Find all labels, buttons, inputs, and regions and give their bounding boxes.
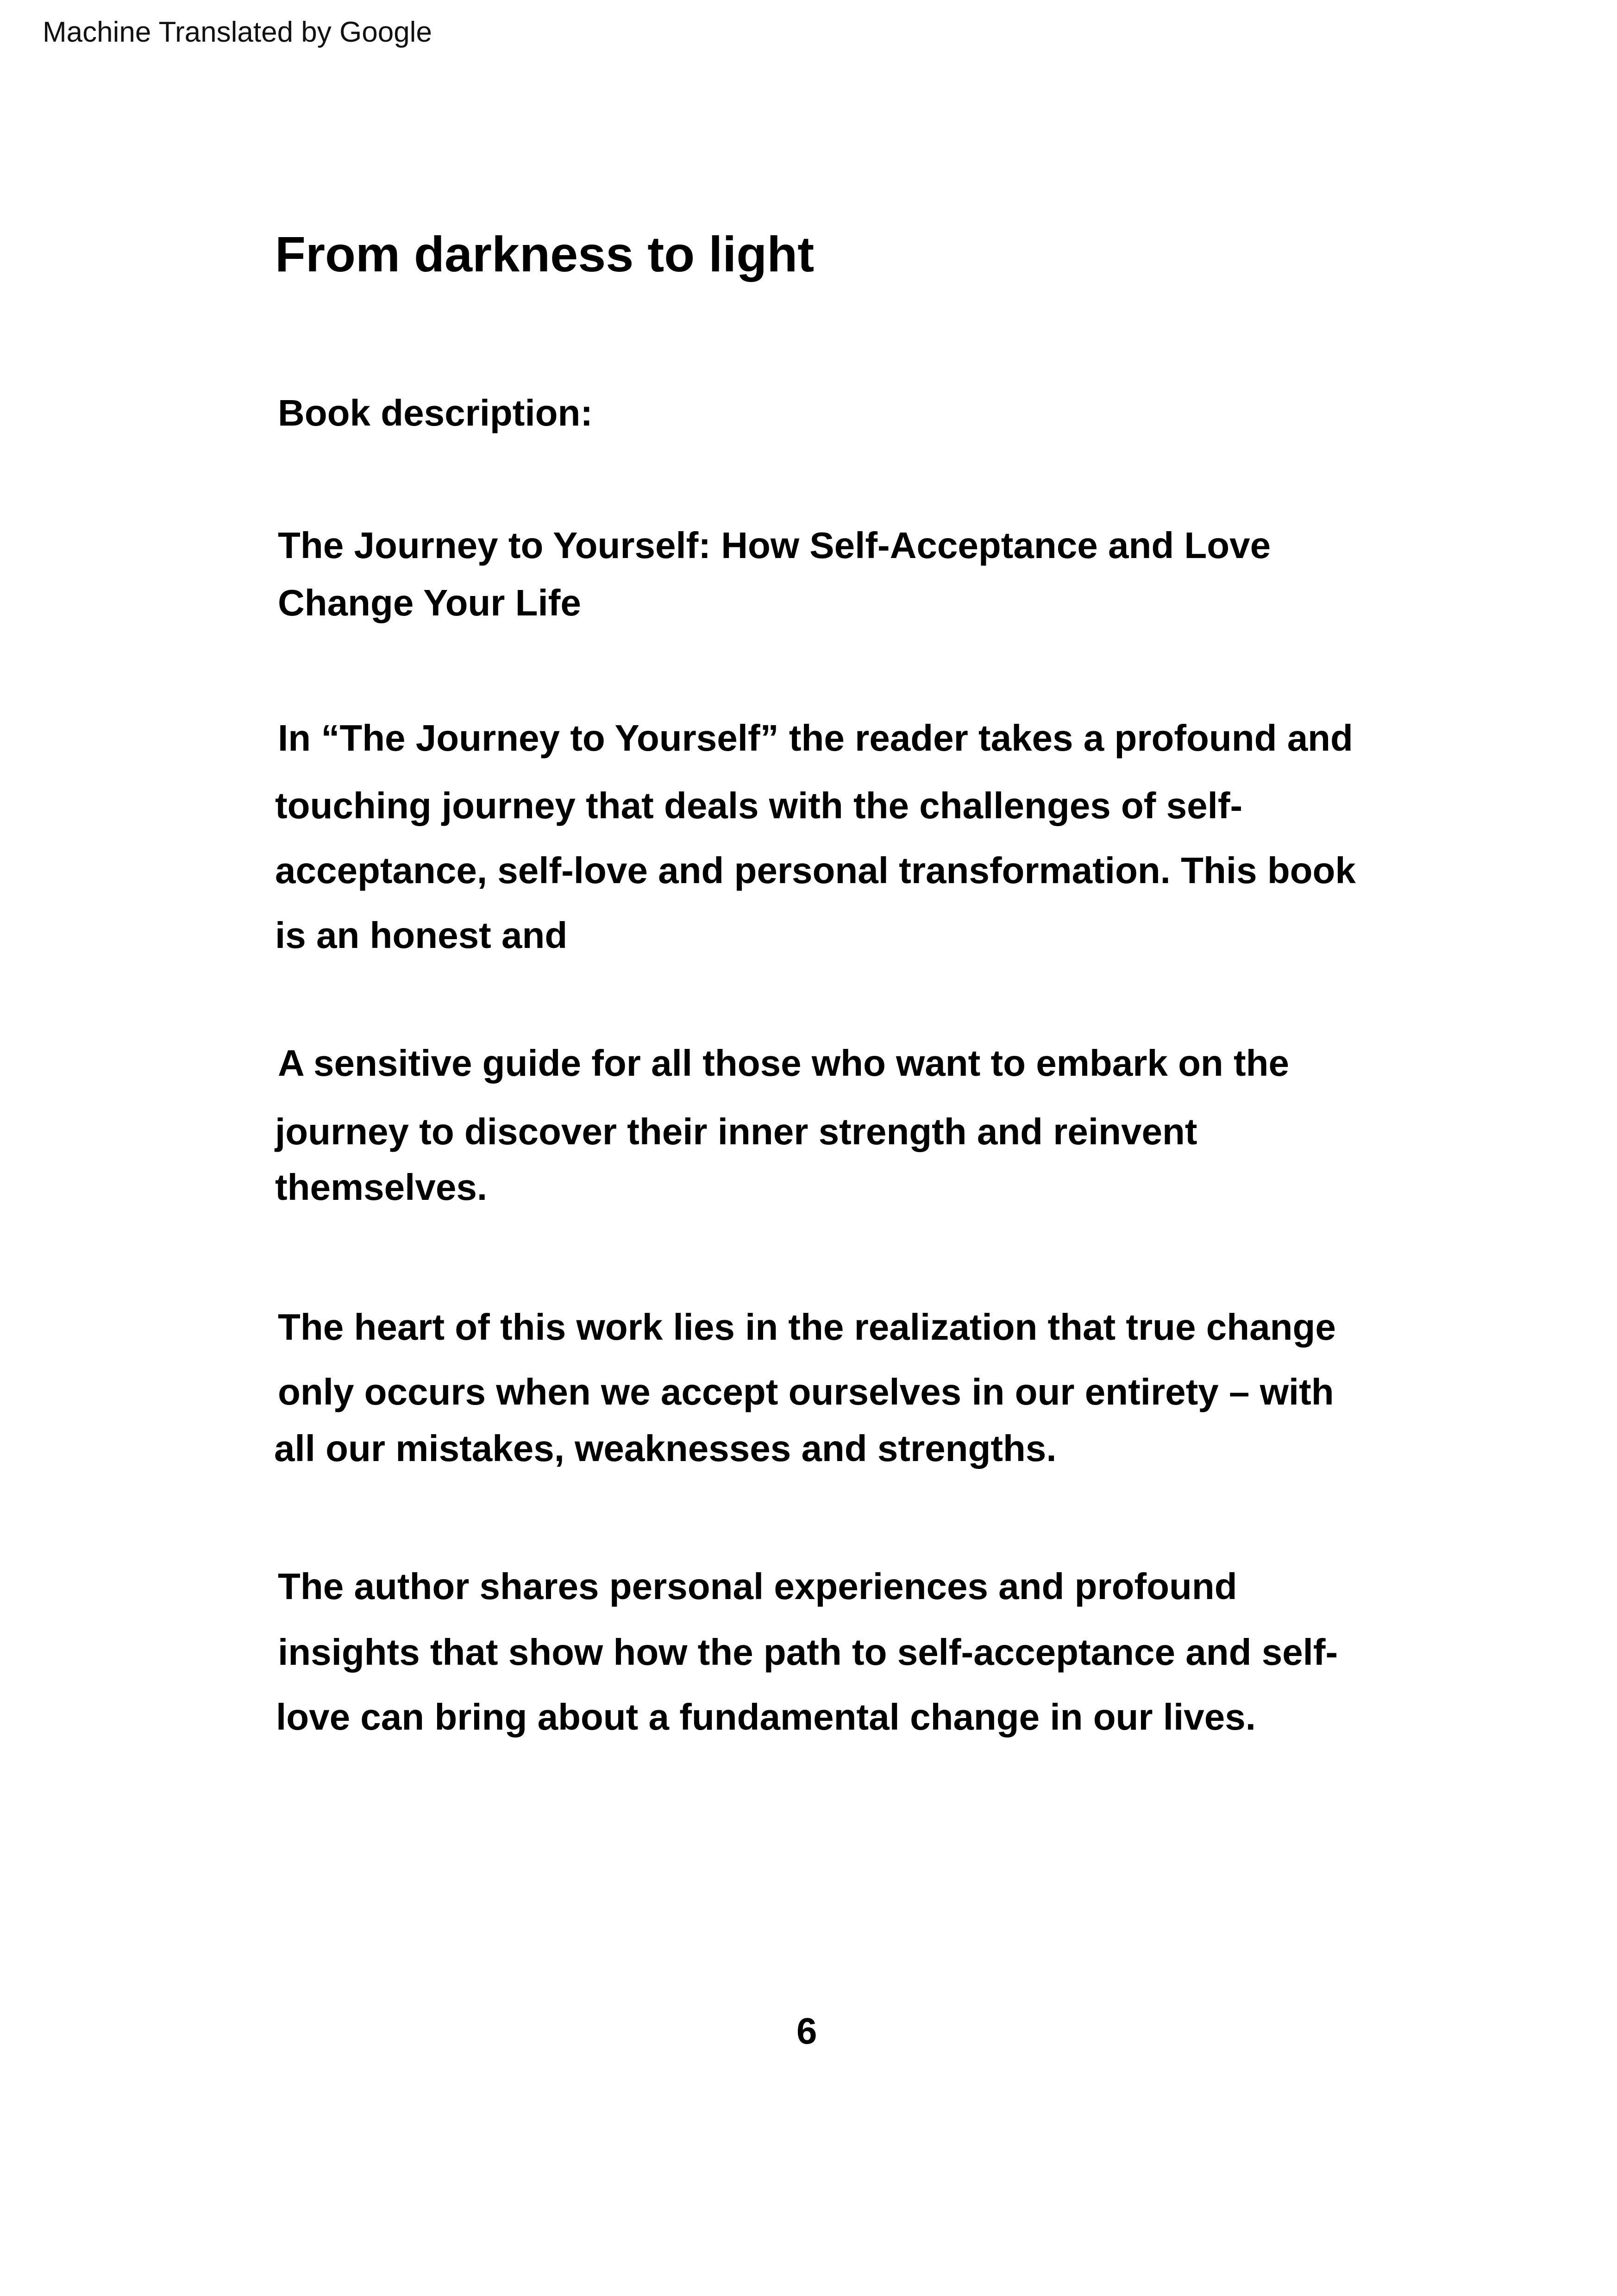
paragraph-3-line-3: all our mistakes, weaknesses and strengths. <box>274 1428 1057 1469</box>
paragraph-1-line-3: acceptance, self-love and personal transformation. This book <box>275 850 1356 891</box>
book-subtitle-line-1: The Journey to Yourself: How Self-Acceptance and Love <box>278 525 1271 566</box>
paragraph-4-line-3: love can bring about a fundamental change in our lives. <box>276 1696 1256 1738</box>
paragraph-2-line-1: A sensitive guide for all those who want to embark on the <box>278 1042 1290 1084</box>
paragraph-4-line-2: insights that show how the path to self-acceptance and self- <box>278 1631 1338 1673</box>
page-number: 6 <box>796 2010 817 2051</box>
paragraph-2-line-3: themselves. <box>275 1167 488 1208</box>
book-description-heading: Book description: <box>278 392 593 433</box>
paragraph-3-line-1: The heart of this work lies in the realization that true change <box>278 1306 1336 1348</box>
book-subtitle-line-2: Change Your Life <box>278 582 581 623</box>
machine-translation-watermark: Machine Translated by Google <box>43 16 432 48</box>
paragraph-2-line-2: journey to discover their inner strength and reinvent <box>275 1111 1197 1152</box>
paragraph-4-line-1: The author shares personal experiences and profound <box>278 1566 1237 1607</box>
page-title: From darkness to light <box>275 226 815 282</box>
paragraph-3-line-2: only occurs when we accept ourselves in our entirety – with <box>278 1371 1334 1412</box>
paragraph-1-line-1: In “The Journey to Yourself” the reader takes a profound and <box>278 717 1353 759</box>
paragraph-1-line-2: touching journey that deals with the challenges of self- <box>275 785 1243 826</box>
paragraph-1-line-4: is an honest and <box>275 915 568 956</box>
